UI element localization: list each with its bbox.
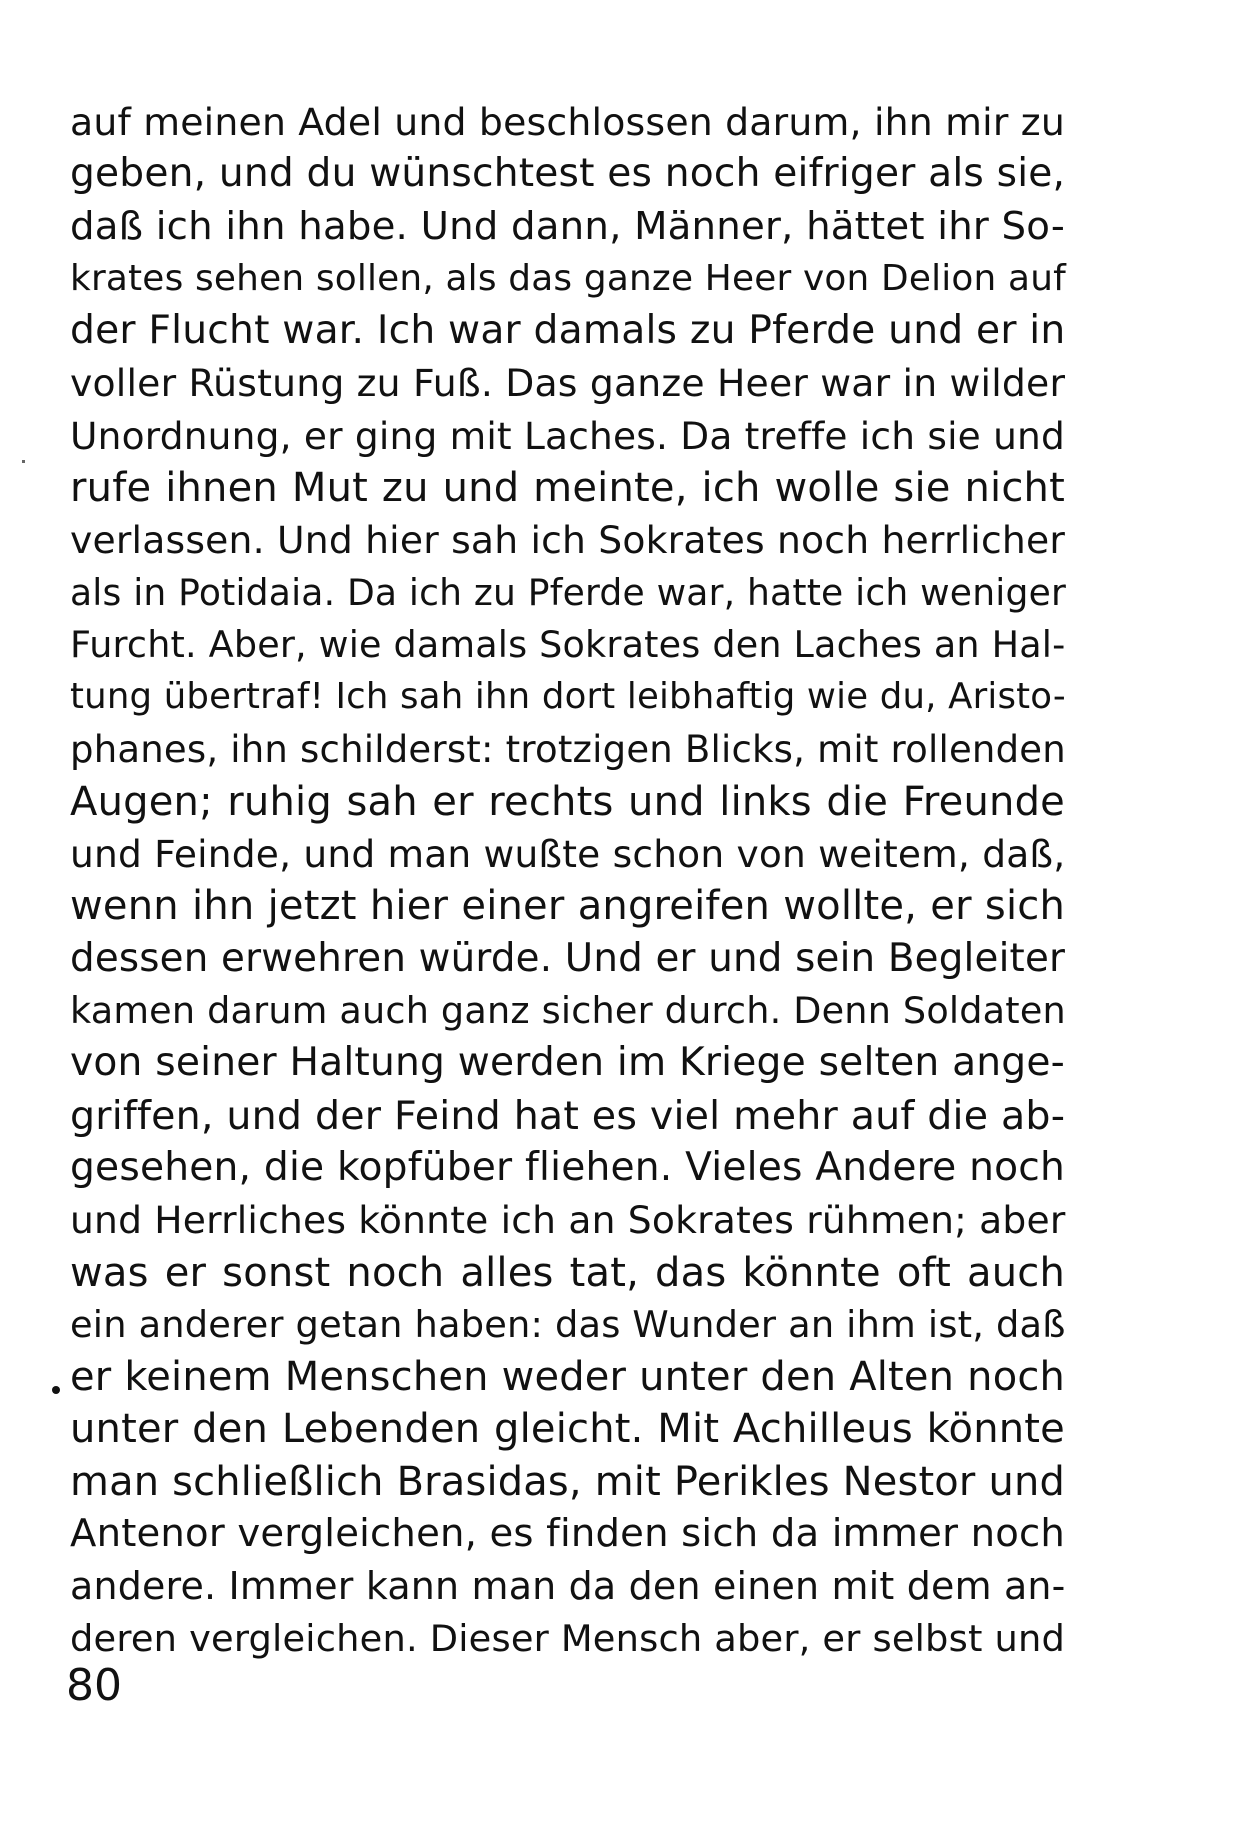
text-line: auf meinen Adel und beschlossen darum, ihn mir zu [70, 100, 1065, 144]
text-line: geben, und du wünschtest es noch eifriger als sie, [70, 151, 1066, 197]
text-line: gesehen, die kopfüber fliehen. Vieles Andere noch [70, 1144, 1065, 1190]
margin-ink-mark [52, 1386, 60, 1394]
text-line: daß ich ihn habe. Und dann, Männer, hättet ihr So- [70, 203, 1065, 249]
text-line: Unordnung, er ging mit Laches. Da treffe ich sie und [70, 413, 1066, 458]
text-line: verlassen. Und hier sah ich Sokrates noch herrlicher [70, 518, 1066, 563]
text-line: ein anderer getan haben: das Wunder an ihm ist, daß [70, 1302, 1066, 1346]
text-line: griffen, und der Feind hat es viel mehr auf die ab- [70, 1092, 1066, 1139]
text-line: als in Potidaia. Da ich zu Pferde war, hatte ich weniger [70, 571, 1067, 614]
text-line: und Feinde, und man wußte schon von weitem, daß, [70, 832, 1066, 877]
text-line: phanes, ihn schilderst: trotzigen Blicks, mit rollenden [70, 727, 1066, 771]
text-line: kamen darum auch ganz sicher durch. Denn Soldaten [70, 989, 1066, 1033]
text-line: der Flucht war. Ich war damals zu Pferde und er in [70, 308, 1066, 354]
text-line: was er sonst noch alles tat, das könnte oft auch [70, 1249, 1065, 1296]
text-line: man schließlich Brasidas, mit Perikles Nestor und [70, 1458, 1065, 1505]
text-line: wenn ihn jetzt hier einer angreifen wollte, er sich [70, 883, 1065, 930]
text-line: und Herrliches könnte ich an Sokrates rühmen; aber [70, 1198, 1066, 1243]
text-line: tung übertraf! Ich sah ihn dort leibhaftig wie du, Aristo- [70, 676, 1066, 718]
page-number: 80 [66, 1660, 122, 1711]
text-line: krates sehen sollen, als das ganze Heer von Delion auf [70, 257, 1066, 299]
stray-ink-dot [22, 460, 25, 463]
text-line: unter den Lebenden gleicht. Mit Achilleus könnte [70, 1406, 1065, 1453]
text-line: Augen; ruhig sah er rechts und links die Freunde [70, 778, 1065, 825]
body-text [70, 96, 1065, 1665]
text-line: er keinem Menschen weder unter den Alten noch [70, 1354, 1065, 1401]
text-line: rufe ihnen Mut zu und meinte, ich wolle sie nicht [70, 465, 1065, 512]
text-line: Antenor vergleichen, es finden sich da immer noch [70, 1511, 1066, 1557]
text-line: von seiner Haltung werden im Kriege selten ange- [70, 1040, 1065, 1086]
text-line: andere. Immer kann man da den einen mit dem an- [70, 1564, 1066, 1609]
text-line: deren vergleichen. Dieser Mensch aber, er selbst und [70, 1616, 1065, 1660]
text-line: Furcht. Aber, wie damals Sokrates den Laches an Hal- [70, 622, 1066, 666]
text-line: dessen erwehren würde. Und er und sein Begleiter [70, 935, 1066, 981]
text-line: voller Rüstung zu Fuß. Das ganze Heer war in wilder [70, 361, 1066, 406]
